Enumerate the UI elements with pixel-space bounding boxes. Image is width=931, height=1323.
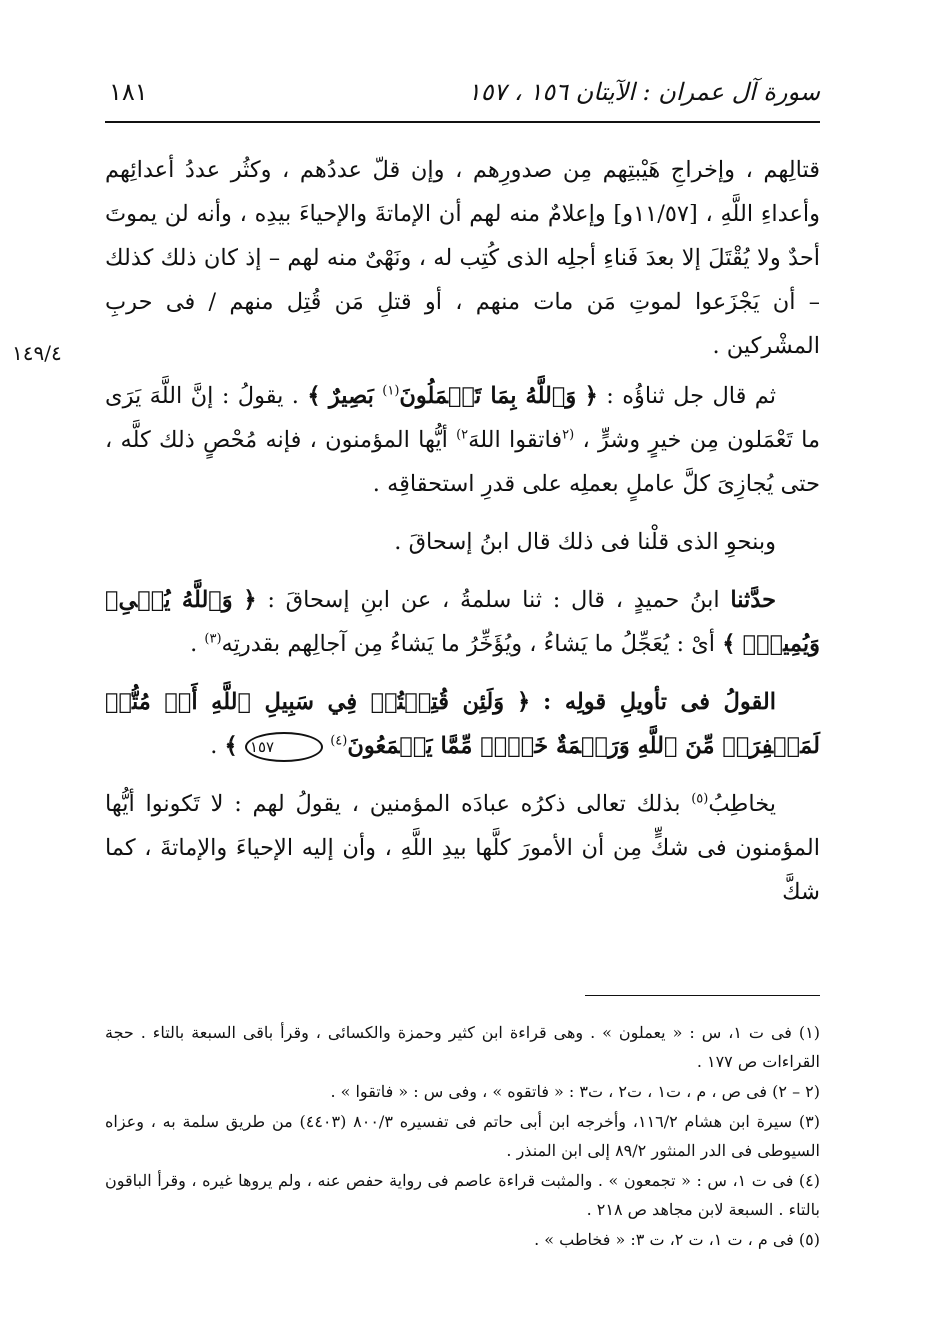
paragraph-2-text-a: . يقولُ : إنَّ اللَّهَ يَرَى ما تَعْمَلون مِن خيرٍ وشرٍّ ، — [105, 383, 821, 453]
ayah-number-marker: ١٥٧ — [245, 732, 323, 762]
paragraph-6-text-b: بذلك تعالى ذكرُه عبادَه المؤمنين ، يقولُ لهم : لا تَكونوا أيُّها المؤمنون فى شكٍّ مِن أن الأمورَ كلَّها بيدِ اللَّهِ ، وأن إليه الإحياءَ والإماتةَ ، كما شكَّ — [105, 791, 820, 905]
hadith-lead: حدَّثنا — [730, 587, 777, 613]
paragraph-3: وبنحوِ الذى قلْنا فى ذلك قال ابنُ إسحاقَ . — [394, 529, 776, 555]
paragraph-1: قتالِهم ، وإخراجِ هَيْبتِهم مِن صدورِهم ، وإن قلّ عددُهم ، وكثُر عددُ أعدائِهم وأعداءِ اللَّهِ ، [١١/٥٧و] وإعلامٌ منه لهم أن الإماتةَ والإحياءَ بيدِه ، وأنه لن يموتَ أحدٌ ولا يُقْتَلَ إلا بعدَ فَناءِ أجلِه الذى كُتِب له ، ونَهْىٌ منه لهم – إذ كان ذلك كذلك – أن يَجْزَعوا لموتِ مَن مات منهم ، أو قتلِ مَن قُتِل منهم / فى حربِ المشْركين . — [105, 157, 820, 359]
footnote-2: (٢ – ٢) فى ص ، م ، ت١ ، ت٢ ، ت٣ : « فاتقوه » ، وفى س : « فاتقوا » . — [330, 1082, 820, 1101]
main-text — [105, 148, 820, 914]
running-title: سورة آل عمران : الآيتان ١٥٦ ، ١٥٧ — [467, 78, 820, 106]
footnotes — [105, 1018, 820, 1255]
quran-bracket-open: ﴿ — [243, 587, 257, 613]
paragraph-2 — [105, 374, 820, 506]
quran-bracket-open: ﴿ — [516, 689, 531, 715]
footnote-rule — [585, 995, 820, 996]
footnote-3: (٣) سيرة ابن هشام ١١٦/٢، وأخرجه ابن أبى حاتم فى تفسيره ٨٠٠/٣ (٤٤٠٣) من طريق سلمة به ، وعزاه السيوطى فى الدر المنثور ٨٩/٢ إلى ابن المنذر . — [105, 1112, 820, 1160]
paragraph-4 — [105, 578, 820, 666]
quran-verse-end: بَصِيرٌ — [328, 383, 374, 409]
paragraph-2-text-b: فاتقوا اللهَ — [468, 427, 563, 453]
paragraph-6 — [105, 782, 820, 914]
footnote-mark: ٢) — [456, 427, 469, 443]
header-rule — [105, 121, 820, 123]
footnote-mark: (٤) — [330, 733, 348, 749]
quran-verse: وَٱللَّهُ يُحۡىِۦ وَيُمِيتُۗ — [105, 587, 820, 657]
quran-bracket-close: ﴾ — [224, 733, 238, 759]
footnote-mark: (٢ — [562, 427, 575, 443]
paragraph-6-text-a: يخاطِبُ — [708, 791, 776, 817]
paragraph-5-end: . — [210, 733, 218, 759]
paragraph-5 — [105, 680, 820, 768]
footnote-mark: (١) — [382, 383, 400, 399]
footnote-mark: (٥) — [691, 791, 709, 807]
quran-bracket-open: ﴿ — [584, 383, 598, 409]
section-heading: القولُ فى تأويلِ قولِه : — [543, 689, 777, 715]
paragraph-4-text-a: ابنُ حميدٍ ، قال : ثنا سلمةُ ، عن ابنِ إسحاقَ : — [267, 587, 720, 613]
footnote-mark: (٣) — [204, 631, 222, 647]
paragraph-4-text-b: أىْ : يُعَجِّلُ ما يَشاءُ ، ويُؤَخِّرُ ما يَشاءُ مِن آجالِهم بقدرتِه — [221, 631, 716, 657]
footnote-5: (٥) فى م ، ت ١، ت ٢، ت ٣: « فخاطب » . — [534, 1230, 820, 1249]
margin-reference: ١٤٩/٤ — [12, 341, 62, 365]
quran-verse: وَٱللَّهُ بِمَا تَعۡمَلُونَ — [399, 383, 577, 409]
quran-verse: وَلَئِن قُتِلۡتُمۡ فِي سَبِيلِ ٱللَّهِ أَوۡ مُتُّمۡ لَمَغۡفِرَةٞ مِّنَ ٱللَّهِ وَرَحۡمَةٌ خَيۡرٞ مِّمَّا يَجۡمَعُونَ — [105, 689, 820, 759]
footnote-1: (١) فى ت ١، س : « يعملون » . وهى قراءة ابن كثير وحمزة والكسائى ، وقرأ باقى السبعة بالتاء . حجة القراءات ص ١٧٧ . — [105, 1023, 820, 1071]
quran-bracket-close: ﴾ — [722, 631, 736, 657]
paragraph-2-text-c: أيُّها المؤمنون ، فإنه مُحْصٍ ذلك كلَّه ، حتى يُجازِىَ كلَّ عاملٍ بعملِه على قدرِ استحقاقِه . — [105, 427, 820, 497]
footnote-4: (٤) فى ت ١، س : « تجمعون » . والمثبت قراءة عاصم فى رواية حفص عنه ، ولم يروها غيره ، وقرأ الباقون بالتاء . السبعة لابن مجاهد ص ٢١٨ . — [105, 1171, 820, 1219]
page-number: ١٨١ — [109, 78, 148, 106]
paragraph-4-end: . — [190, 631, 198, 657]
quran-bracket-close: ﴾ — [307, 383, 321, 409]
page-header — [105, 66, 820, 116]
paragraph-2-lead: ثم قال جل ثناؤُه : — [606, 383, 777, 409]
